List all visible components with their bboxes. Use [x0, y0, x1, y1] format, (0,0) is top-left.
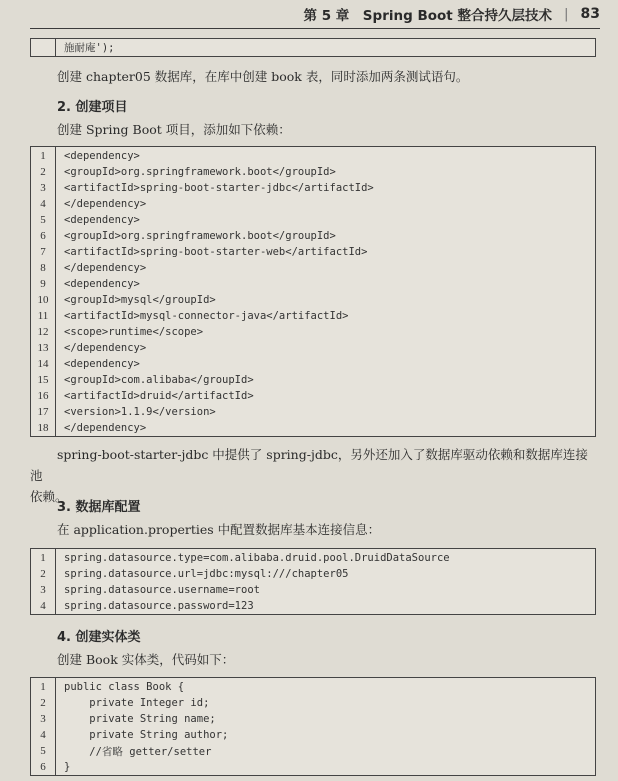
code-line — [31, 180, 595, 196]
code-text: private Integer id; — [64, 697, 210, 709]
chapter-title: 第 5 章 Spring Boot 整合持久层技术 — [303, 8, 552, 24]
code-line — [31, 759, 595, 775]
code-lines — [31, 148, 595, 436]
code-line — [31, 212, 595, 228]
line-number: 4 — [40, 600, 46, 612]
code-line — [31, 324, 595, 340]
code-text: <dependency> — [64, 278, 140, 290]
line-number: 12 — [37, 326, 49, 338]
line-number: 3 — [40, 584, 46, 596]
code-text: <dependency> — [64, 214, 140, 226]
code-line — [31, 340, 595, 356]
code-block-dependencies — [30, 146, 596, 437]
code-line — [31, 582, 595, 598]
code-text: spring.datasource.url=jdbc:mysql:///chapter05 — [64, 568, 349, 580]
line-number: 17 — [37, 406, 49, 418]
line-number: 9 — [40, 278, 46, 290]
line-number: 2 — [40, 166, 46, 178]
line-number: 14 — [37, 358, 49, 370]
code-line — [31, 404, 595, 420]
line-number: 15 — [37, 374, 49, 386]
code-text: </dependency> — [64, 262, 147, 274]
line-number: 4 — [40, 729, 46, 741]
code-text: spring.datasource.password=123 — [64, 600, 254, 612]
code-text: <groupId>org.springframework.boot</groupId> — [64, 166, 336, 178]
code-block-entity — [30, 677, 596, 776]
code-text: <artifactId>mysql-connector-java</artifactId> — [64, 310, 349, 322]
code-block-continued — [30, 38, 596, 57]
code-line — [31, 228, 595, 244]
code-line — [31, 148, 595, 164]
code-text: <version>1.1.9</version> — [64, 406, 216, 418]
code-line — [31, 308, 595, 324]
code-line — [31, 196, 595, 212]
line-number: 1 — [40, 681, 46, 693]
code-line — [31, 743, 595, 759]
code-line — [31, 711, 595, 727]
code-text: 施耐庵'); — [64, 42, 115, 54]
code-line — [31, 388, 595, 404]
code-line — [31, 695, 595, 711]
code-text: private String author; — [64, 729, 229, 741]
section-heading-database-config: 3. 数据库配置 — [57, 500, 141, 515]
paragraph-add-dependencies: 创建 Spring Boot 项目，添加如下依赖： — [57, 122, 291, 137]
line-number-gutter — [31, 549, 56, 614]
line-number: 10 — [37, 294, 49, 306]
code-line — [31, 727, 595, 743]
line-number-gutter — [31, 39, 56, 56]
code-text: <groupId>org.springframework.boot</groupId> — [64, 230, 336, 242]
line-number-gutter — [31, 147, 56, 436]
code-block-properties — [30, 548, 596, 615]
line-number: 6 — [40, 230, 46, 242]
code-text: public class Book { — [64, 681, 185, 693]
line-number: 16 — [37, 390, 49, 402]
line-number: 11 — [37, 310, 49, 322]
code-text: <artifactId>druid</artifactId> — [64, 390, 254, 402]
line-number: 6 — [40, 761, 46, 773]
line-number: 4 — [40, 198, 46, 210]
code-text: <groupId>com.alibaba</groupId> — [64, 374, 254, 386]
code-line — [31, 598, 595, 614]
code-line — [31, 550, 595, 566]
code-text: spring.datasource.username=root — [64, 584, 260, 596]
line-number: 5 — [40, 214, 46, 226]
code-line — [31, 164, 595, 180]
code-text: </dependency> — [64, 422, 147, 434]
code-text: <scope>runtime</scope> — [64, 326, 204, 338]
code-line — [31, 39, 595, 56]
code-text: </dependency> — [64, 198, 147, 210]
section-heading-create-entity: 4. 创建实体类 — [57, 630, 141, 645]
code-line — [31, 244, 595, 260]
code-line — [31, 679, 595, 695]
line-number: 3 — [40, 182, 46, 194]
line-number-gutter — [31, 678, 56, 775]
code-line — [31, 420, 595, 436]
line-number: 3 — [40, 713, 46, 725]
line-number: 1 — [40, 150, 46, 162]
code-text: </dependency> — [64, 342, 147, 354]
line-number: 1 — [40, 552, 46, 564]
paragraph-line: spring-boot-starter-jdbc 中提供了 spring-jdbc，另外还加入了数据库驱动依赖和数据库连接池 — [30, 447, 588, 483]
line-number: 2 — [40, 697, 46, 709]
code-text: <groupId>mysql</groupId> — [64, 294, 216, 306]
line-number: 18 — [37, 422, 49, 434]
code-line — [31, 356, 595, 372]
code-text: } — [64, 761, 71, 773]
code-text: <dependency> — [64, 150, 140, 162]
line-number: 8 — [40, 262, 46, 274]
code-text: <dependency> — [64, 358, 140, 370]
code-text: //省略 getter/setter — [64, 745, 212, 758]
running-header — [30, 0, 600, 29]
header-separator: | — [563, 6, 569, 22]
code-line — [31, 566, 595, 582]
paragraph-create-book-class: 创建 Book 实体类，代码如下： — [57, 652, 235, 667]
page-number: 83 — [580, 6, 600, 22]
code-line — [31, 260, 595, 276]
code-text: <artifactId>spring-boot-starter-web</artifactId> — [64, 246, 368, 258]
paragraph-config-properties: 在 application.properties 中配置数据库基本连接信息： — [57, 522, 381, 537]
code-line — [31, 276, 595, 292]
code-line — [31, 372, 595, 388]
section-heading-create-project: 2. 创建项目 — [57, 100, 128, 115]
code-text: private String name; — [64, 713, 216, 725]
paragraph-create-database: 创建 chapter05 数据库，在库中创建 book 表，同时添加两条测试语句。 — [57, 69, 469, 84]
line-number: 2 — [40, 568, 46, 580]
paragraph-line: 依赖。 — [30, 489, 68, 504]
line-number: 5 — [40, 745, 46, 757]
code-text: spring.datasource.type=com.alibaba.druid.pool.DruidDataSource — [64, 552, 450, 564]
code-line — [31, 292, 595, 308]
code-text: <artifactId>spring-boot-starter-jdbc</artifactId> — [64, 182, 374, 194]
line-number: 7 — [40, 246, 46, 258]
line-number: 13 — [37, 342, 49, 354]
